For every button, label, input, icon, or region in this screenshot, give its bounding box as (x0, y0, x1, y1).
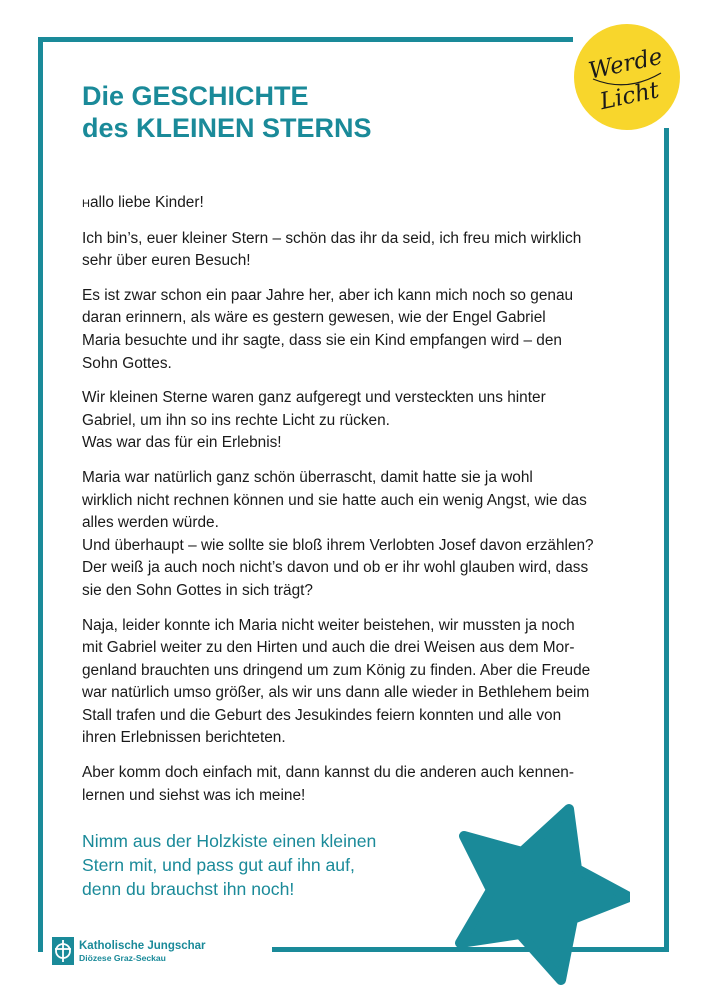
text-line: genland brauchten uns dringend um zum König zu finden. Aber die Freude (82, 661, 591, 679)
text-line: Der weiß ja auch noch nicht’s davon und ob er ihr wohl glauben wird, dass (82, 559, 589, 577)
paragraph-4 (82, 467, 622, 603)
text-line: Aber komm doch einfach mit, dann kannst du die anderen auch kennen- (82, 764, 574, 782)
paragraph-5 (82, 615, 622, 751)
text-line: Was war das für ein Erlebnis! (82, 434, 282, 452)
page-title (82, 80, 372, 144)
cta-line: denn du brauchst ihn noch! (82, 879, 295, 899)
text-line: Ich bin’s, euer kleiner Stern – schön das ihr da seid, ich freu mich wirklich (82, 229, 582, 247)
logo-subtitle: Diözese Graz-Seckau (79, 952, 166, 963)
title-line-1: Die GESCHICHTE (82, 81, 309, 111)
title-line-2: des KLEINEN STERNS (82, 113, 372, 143)
story-body (82, 192, 622, 819)
text-line: mit Gabriel weiter zu den Hirten und auch die drei Weisen aus dem Mor- (82, 639, 575, 657)
greeting-initial: H (82, 198, 90, 210)
text-line: Sohn Gottes. (82, 354, 172, 372)
logo-mark-icon (52, 937, 74, 965)
text-line: wirklich nicht rechnen können und sie hatte auch ein wenig Angst, wie das (82, 491, 587, 509)
text-line: alles werden würde. (82, 514, 219, 532)
cta-line: Nimm aus der Holzkiste einen kleinen (82, 831, 377, 851)
paragraph-2 (82, 285, 622, 375)
paragraph-3 (82, 387, 622, 455)
text-line: Stall trafen und die Geburt des Jesukindes feiern konnten und alle von (82, 706, 562, 724)
logo-name: Katholische Jungschar (79, 939, 206, 952)
greeting (82, 192, 622, 216)
text-line: Maria besuchte und ihr sagte, dass sie ein Kind empfangen wird – den (82, 331, 562, 349)
jungschar-logo (52, 937, 206, 965)
frame-top-border (38, 37, 573, 42)
frame-left-border (38, 37, 43, 952)
text-line: Wir kleinen Sterne waren ganz aufgeregt und versteckten uns hinter (82, 389, 546, 407)
star-icon (448, 804, 630, 986)
text-line: Maria war natürlich ganz schön überrascht, damit hatte sie ja wohl (82, 468, 533, 486)
text-line: sie den Sohn Gottes in sich trägt? (82, 581, 313, 599)
greeting-text: allo liebe Kinder! (89, 194, 204, 211)
text-line: daran erinnern, als wäre es gestern gewesen, wie der Engel Gabriel (82, 309, 546, 327)
badge-text-line2: Licht (597, 77, 662, 116)
text-line: sehr über euren Besuch! (82, 252, 251, 270)
text-line: Und überhaupt – wie sollte sie bloß ihrem Verlobten Josef davon erzählen? (82, 536, 594, 554)
text-line: Naja, leider konnte ich Maria nicht weiter beistehen, wir mussten ja noch (82, 616, 575, 634)
call-to-action (82, 829, 376, 901)
werde-licht-badge (573, 23, 681, 131)
paragraph-6 (82, 762, 622, 807)
text-line: Es ist zwar schon ein paar Jahre her, aber ich kann mich noch so genau (82, 286, 574, 304)
text-line: Gabriel, um ihn so ins rechte Licht zu rücken. (82, 411, 390, 429)
paragraph-1 (82, 228, 622, 273)
text-line: ihren Erlebnissen berichteten. (82, 729, 286, 747)
text-line: war natürlich umso größer, als wir uns dann alle wieder in Bethlehem beim (82, 684, 590, 702)
frame-right-border (664, 128, 669, 952)
text-line: lernen und siehst was ich meine! (82, 786, 306, 804)
cta-line: Stern mit, und pass gut auf ihn auf, (82, 855, 355, 875)
badge-text-line1: Werde (586, 43, 665, 85)
